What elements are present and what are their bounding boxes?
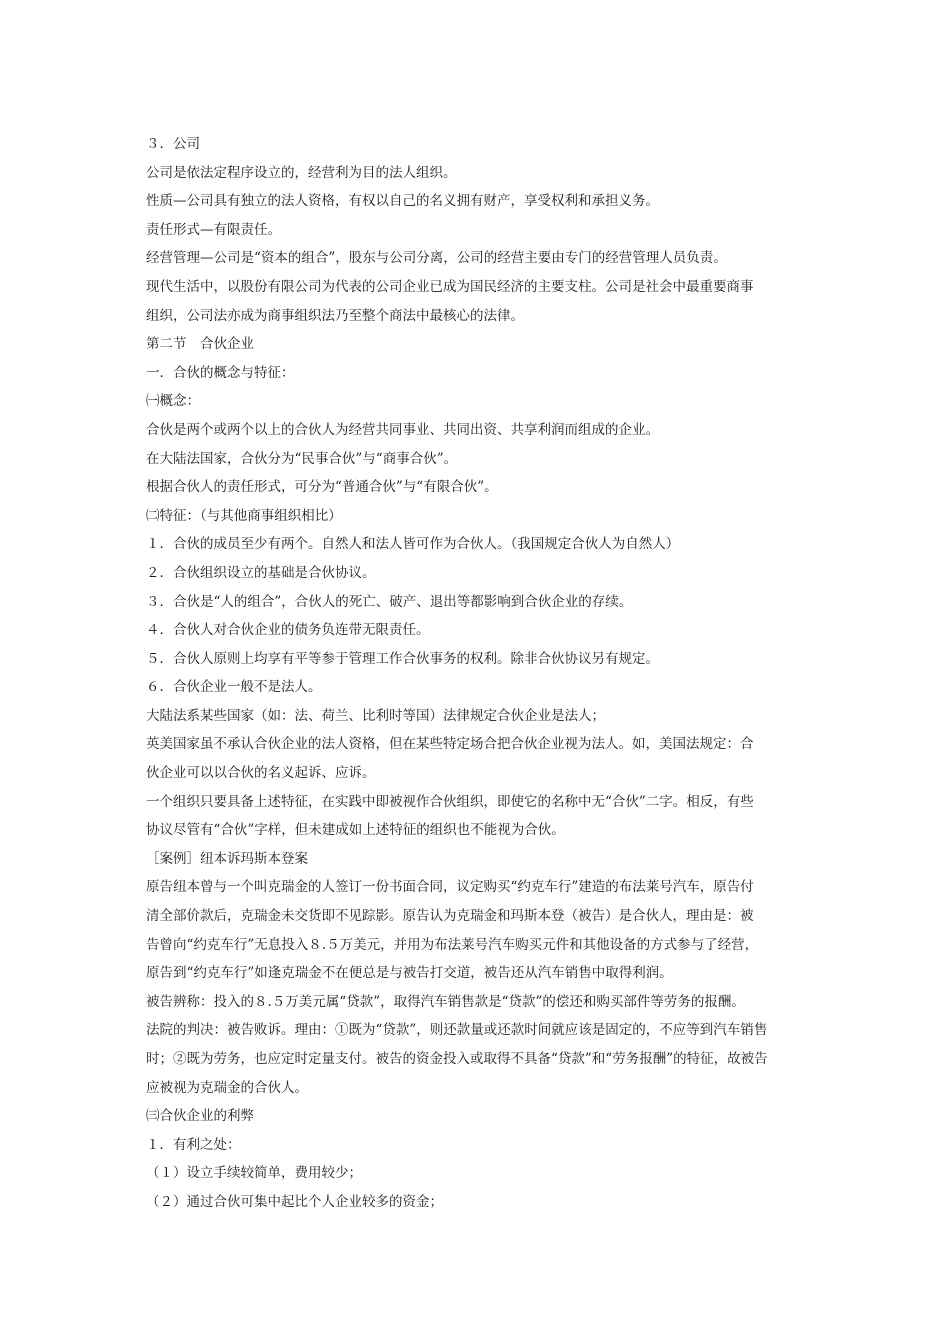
document-body [146,130,806,1217]
list-item: ４．合伙人对合伙企业的债务负连带无限责任。 [146,622,430,639]
subsection-heading: ㈡特征：（与其他商事组织相比） [146,507,342,524]
list-item: １．有利之处： [146,1136,241,1153]
section-heading-partnership: 第二节 合伙企业 [146,336,254,353]
list-item: ２．合伙组织设立的基础是合伙协议。 [146,564,376,581]
paragraph-line: 现代生活中，以股份有限公司为代表的公司企业已成为国民经济的主要支柱。公司是社会中最重要商事 [146,278,754,295]
case-heading: ［案例］纽本诉玛斯本登案 [146,850,308,867]
paragraph-line: 英美国家虽不承认合伙企业的法人资格，但在某些特定场合把合伙企业视为法人。如，美国法规定：合 [146,736,754,753]
paragraph-line: 责任形式—有限责任。 [146,221,281,238]
paragraph-line: 告曾向“约克车行”无息投入８.５万美元，并用为布法莱号汽车购买元件和其他设备的方式参与了经营， [146,936,759,953]
list-item: ３．合伙是“人的组合”，合伙人的死亡、破产、退出等都影响到合伙企业的存续。 [146,593,633,610]
paragraph-line: 性质—公司具有独立的法人资格，有权以自己的名义拥有财产，享受权利和承担义务。 [146,193,659,210]
subsection-heading: ㈠概念： [146,393,200,410]
subsection-heading: ㈢合伙企业的利弊 [146,1108,254,1125]
paragraph-line: 应被视为克瑞金的合伙人。 [146,1079,308,1096]
paragraph-line: 合伙是两个或两个以上的合伙人为经营共同事业、共同出资、共享利润而组成的企业。 [146,421,659,438]
list-item: １．合伙的成员至少有两个。自然人和法人皆可作为合伙人。（我国规定合伙人为自然人） [146,536,680,553]
section-heading-company: ３．公司 [146,136,200,152]
paragraph-line: 公司是依法定程序设立的，经营利为目的法人组织。 [146,164,457,181]
list-item: （２）通过合伙可集中起比个人企业较多的资金； [146,1193,443,1210]
list-item: ６．合伙企业一般不是法人。 [146,679,322,696]
paragraph-line: 经营管理—公司是“资本的组合”，股东与公司分离，公司的经营主要由专门的经营管理人员负责。 [146,250,727,267]
paragraph-line: 在大陆法国家，合伙分为“民事合伙”与“商事合伙”。 [146,450,458,467]
paragraph-line: 协议尽管有“合伙”字样，但未建成如上述特征的组织也不能视为合伙。 [146,822,565,839]
paragraph-line: 一个组织只要具备上述特征，在实践中即被视作合伙组织，即使它的名称中无“合伙”二字。相反，有些 [146,793,754,810]
list-item: （１）设立手续较简单，费用较少； [146,1165,362,1182]
list-item: ５．合伙人原则上均享有平等参于管理工作合伙事务的权利。除非合伙协议另有规定。 [146,650,659,667]
paragraph-line: 伙企业可以以合伙的名义起诉、应诉。 [146,765,376,782]
paragraph-line: 大陆法系某些国家（如：法、荷兰、比利时等国）法律规定合伙企业是法人； [146,707,605,724]
paragraph-line: 时；②既为劳务，也应定时定量支付。被告的资金投入或取得不具备“贷款”和“劳务报酬”的特征，故被告 [146,1051,768,1067]
subsection-heading: 一．合伙的概念与特征： [146,364,295,381]
paragraph-line: 根据合伙人的责任形式，可分为“普通合伙”与“有限合伙”。 [146,479,498,496]
paragraph-line: 清全部价款后，克瑞金未交货即不见踪影。原告认为克瑞金和玛斯本登（被告）是合伙人，理由是：被 [146,908,754,925]
paragraph-line: 法院的判决：被告败诉。理由：①既为“贷款”，则还款量或还款时间就应该是固定的，不应等到汽车销售 [146,1022,768,1039]
paragraph-line: 原告纽本曾与一个叫克瑞金的人签订一份书面合同，议定购买“约克车行”建造的布法莱号汽车，原告付 [146,879,754,896]
paragraph-line: 原告到“约克车行”如逢克瑞金不在便总是与被告打交道，被告还从汽车销售中取得利润。 [146,965,673,982]
paragraph-line: 被告辨称：投入的８.５万美元属“贷款”，取得汽车销售款是“贷款”的偿还和购买部件等劳务的报酬。 [146,993,745,1010]
paragraph-line: 组织，公司法亦成为商事组织法乃至整个商法中最核心的法律。 [146,307,524,324]
